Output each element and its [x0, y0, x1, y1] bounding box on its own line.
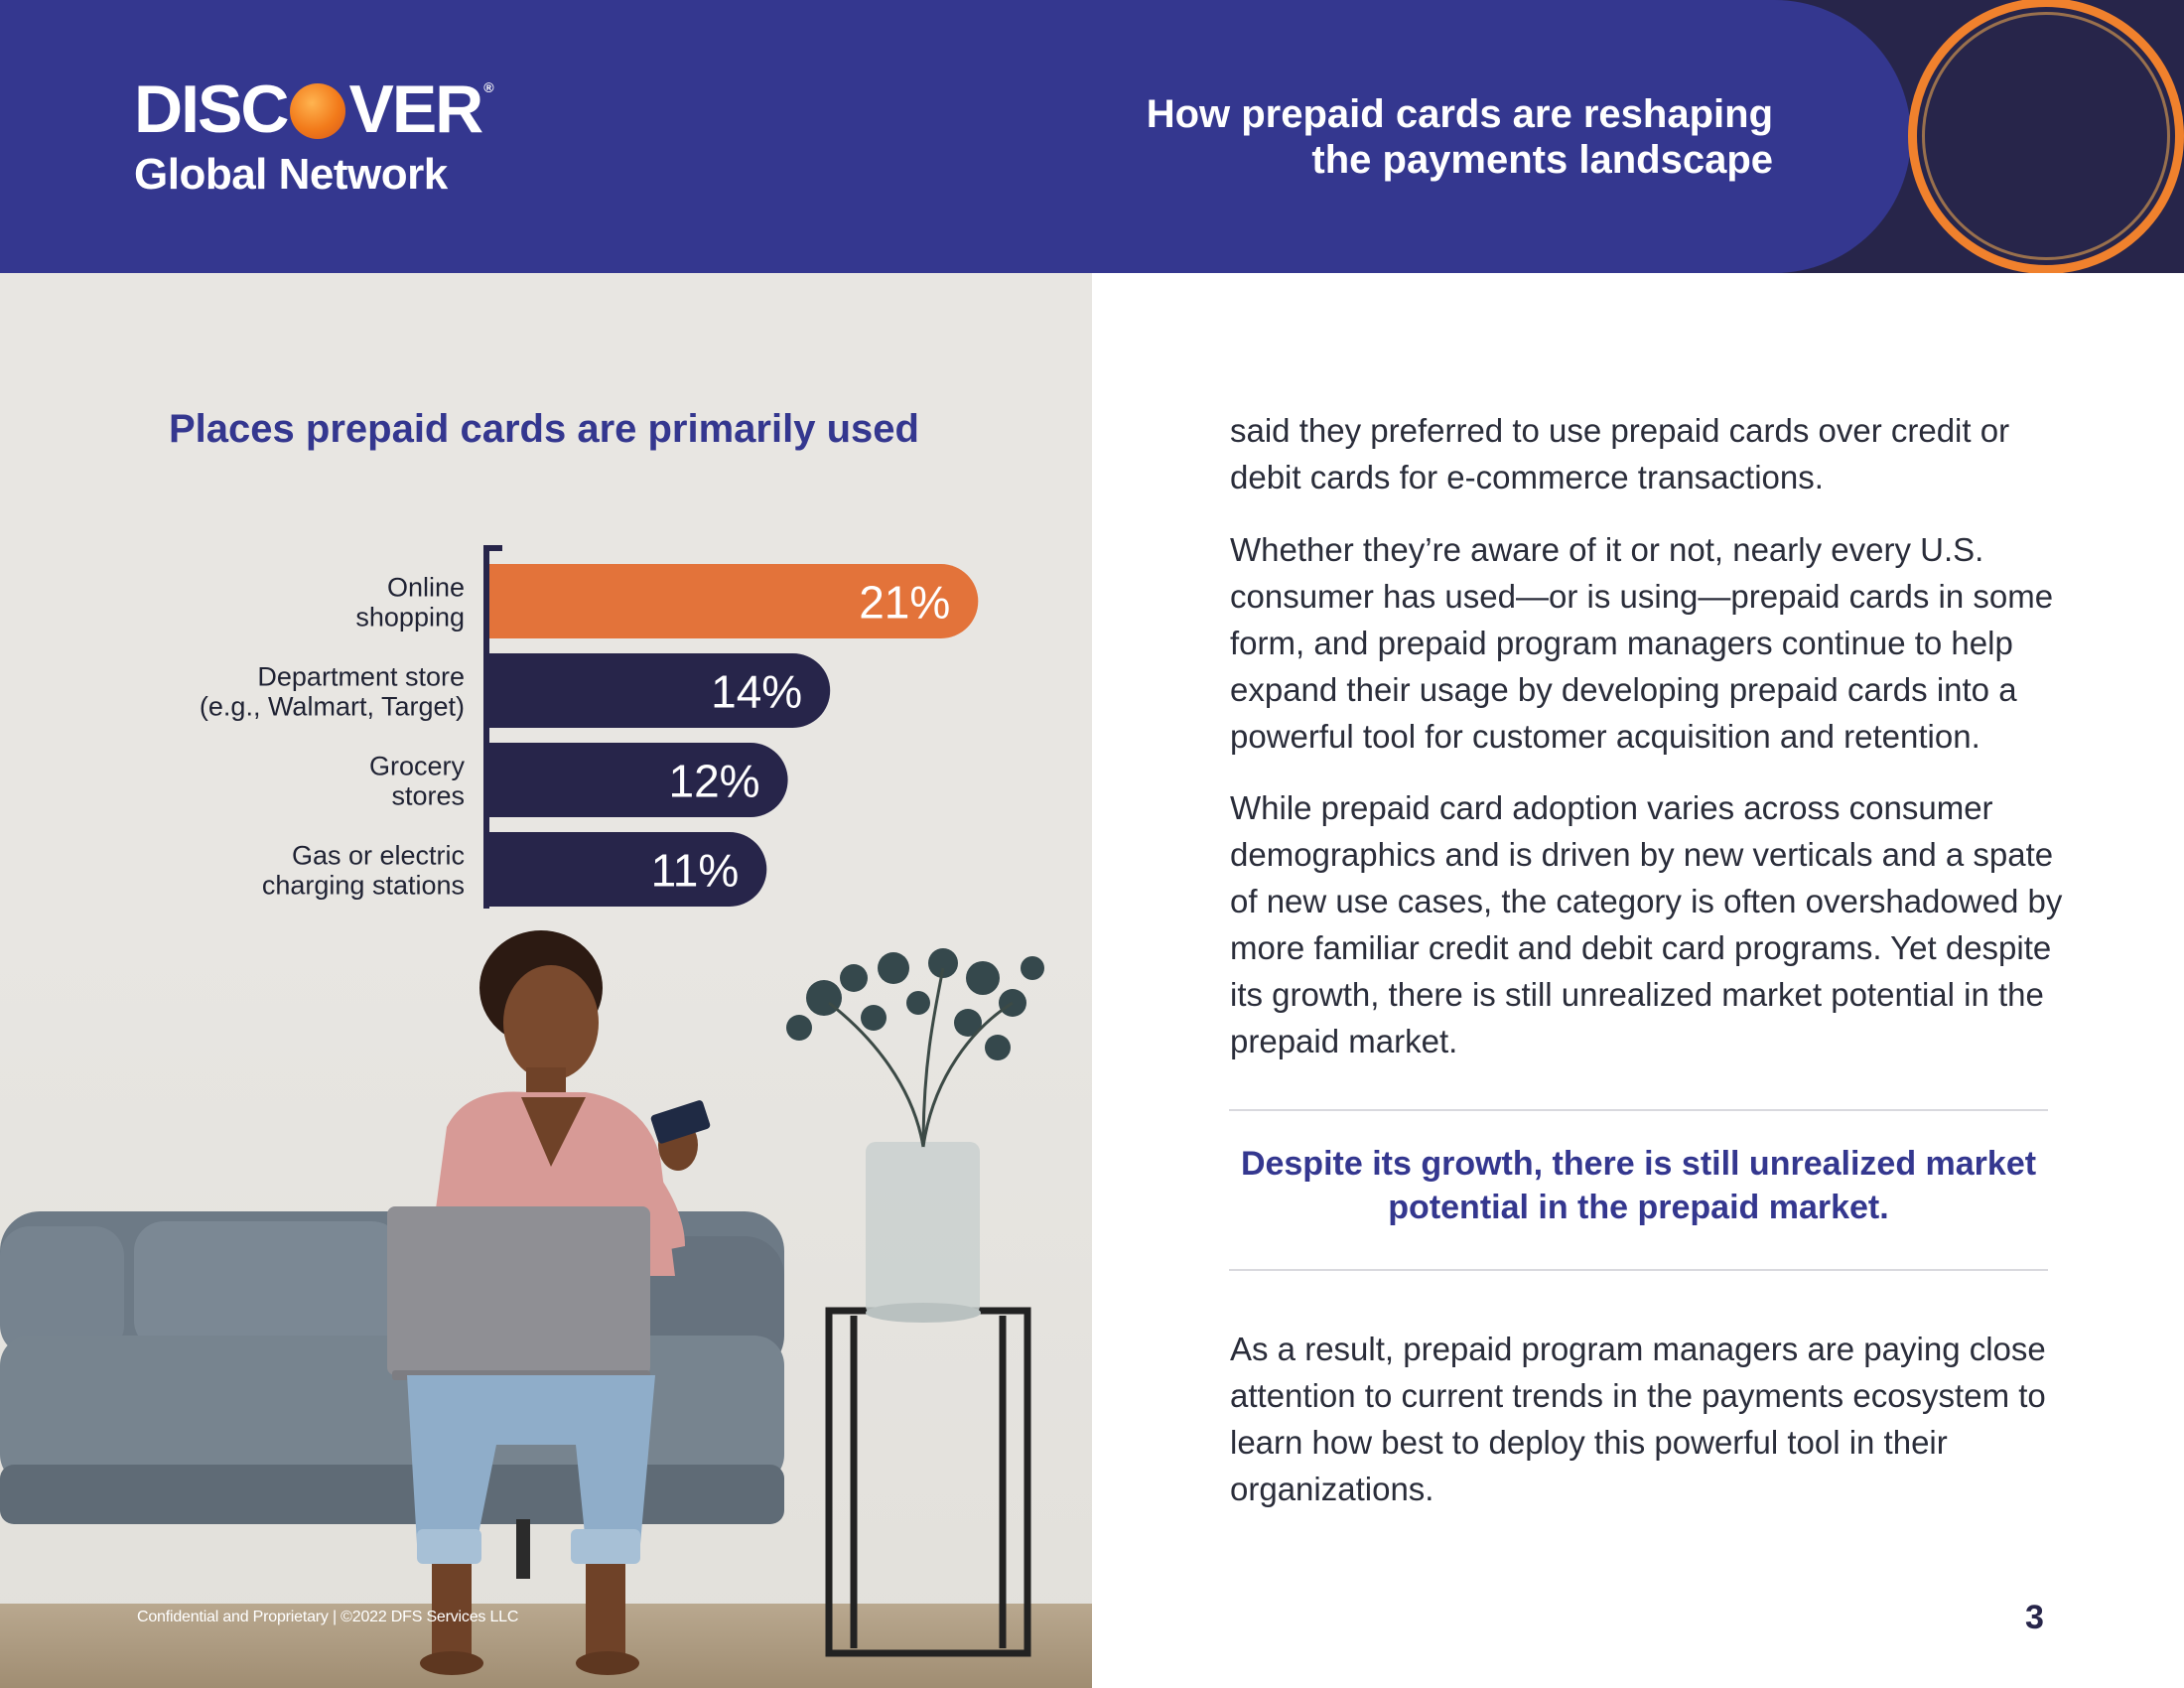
pullquote-bottom-rule: [1229, 1269, 2048, 1271]
body-paragraph-1: said they preferred to use prepaid cards over credit or debit cards for e-commerce transactions.: [1230, 412, 2010, 495]
page-number: 3: [2025, 1599, 2044, 1636]
pullquote-top-rule: [1229, 1109, 2048, 1111]
right-panel: [1092, 273, 2184, 1688]
chart-category-label: (e.g., Walmart, Target): [199, 691, 465, 722]
chart-category-label: shopping: [355, 602, 465, 633]
chart-category-label: Grocery: [368, 751, 465, 781]
logo-orange-circle-icon: [290, 83, 345, 139]
chart-bar-value-label: 11%: [650, 844, 740, 897]
body-paragraph-2: Whether they’re aware of it or not, nearly every U.S. consumer has used—or is using—prepaid cards in some form, and prepaid program managers continue to help expand their usage by developing prepaid cards into a powerful tool for customer acquisition and retention.: [1230, 531, 2054, 755]
bar-chart-svg: [0, 516, 1092, 914]
discover-global-network-logo: [134, 71, 492, 202]
chart-bar-value-label: 14%: [711, 665, 803, 718]
logo-registered-mark: ®: [483, 79, 492, 95]
logo-word-left: DISC: [134, 71, 288, 147]
header-title-line1: How prepaid cards are reshaping: [1146, 92, 1773, 136]
chart-category-label: stores: [391, 780, 465, 811]
chart-category-label: Department store: [257, 661, 465, 692]
confidential-notice: Confidential and Proprietary | ©2022 DFS Services LLC: [137, 1609, 519, 1625]
chart-bar-value-label: 12%: [668, 755, 760, 807]
decorative-ring-highlight: [1922, 12, 2170, 260]
chart-category-label: charging stations: [261, 870, 465, 901]
body-paragraph-4: As a result, prepaid program managers are paying close attention to current trends in the payments ecosystem to learn how best to deploy this powerful tool in their organizations.: [1230, 1331, 2046, 1507]
discover-wordmark: [134, 71, 492, 147]
logo-word-right: VER: [348, 71, 482, 147]
chart-category-label: Gas or electric: [291, 840, 465, 871]
photo-woman-shopping-online: [0, 909, 1092, 1688]
logo-subtitle: Global Network: [134, 150, 448, 199]
header-title-line2: the payments landscape: [1311, 138, 1773, 182]
bar-chart: [0, 516, 1092, 914]
left-panel: [0, 273, 1092, 1688]
page-header: [0, 0, 2184, 273]
chart-bar-value-label: 21%: [859, 576, 951, 629]
chart-title: Places prepaid cards are primarily used: [169, 407, 919, 451]
chart-category-label: Online: [386, 572, 465, 603]
pull-quote: Despite its growth, there is still unrealized market potential in the prepaid market.: [1240, 1145, 2037, 1226]
header-title: [1078, 91, 1773, 183]
body-paragraph-3: While prepaid card adoption varies across consumer demographics and is driven by new verticals and a spate of new use cases, the category is often overshadowed by more familiar credit and debit card programs. Yet despite its growth, there is still unrealized market potential in the prepaid market.: [1230, 789, 2063, 1059]
